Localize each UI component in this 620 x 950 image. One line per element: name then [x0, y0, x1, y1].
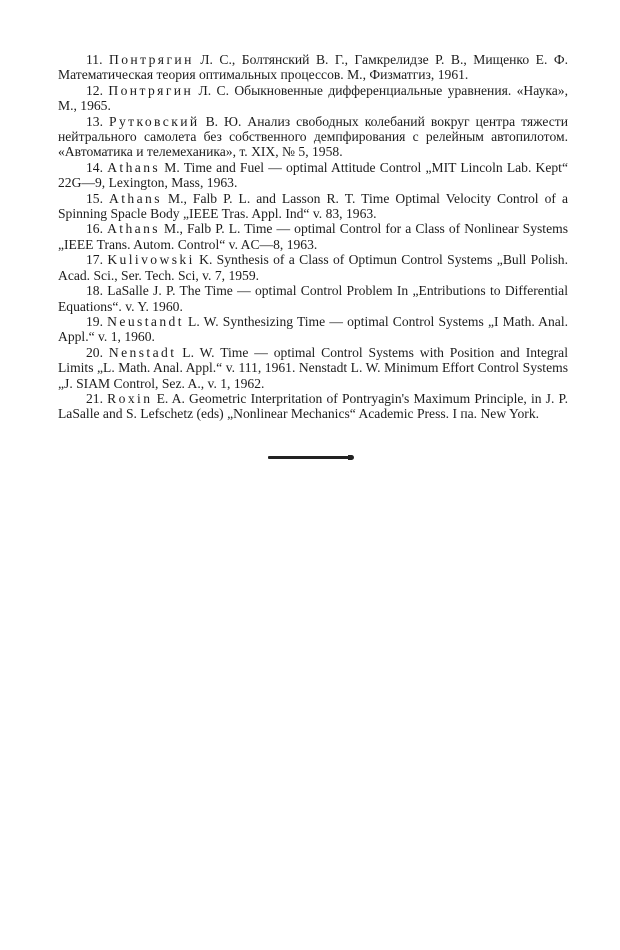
- reference-text: K. Synthesis of a Class of Optimun Control Systems „Bull Polish. Acad. Sci., Ser. Tech. Sci, v. 7, 1959.: [58, 252, 568, 283]
- reference-author: Athans: [107, 221, 160, 237]
- reference-number: 21.: [86, 390, 103, 406]
- reference-number: 20.: [86, 344, 103, 360]
- reference-author: Neustandt: [107, 313, 184, 329]
- reference-author: LaSalle: [107, 283, 149, 299]
- reference-number: 16.: [86, 221, 103, 237]
- reference-author: Athans: [109, 190, 162, 206]
- reference-text: E. A. Geometric Interpritation of Pontryagin's Maximum Principle, in J. P. LaSalle and S. Lefschetz (eds) „Nonlinear Mechanics“ Academic Press. I па. New York.: [58, 390, 568, 422]
- reference-item: [58, 191, 568, 222]
- reference-author: Kulivowski: [107, 252, 195, 268]
- reference-author: Nenstadt: [108, 344, 177, 360]
- reference-author: Рутковский: [109, 113, 200, 129]
- reference-number: 12.: [86, 82, 103, 98]
- reference-number: 11.: [86, 52, 103, 67]
- reference-text: Л. С., Болтянский В. Г., Гамкрелидзе Р. В., Мищенко Е. Ф. Математическая теория оптимальных процессов. М., Физматгиз, 1961.: [58, 52, 568, 83]
- reference-text: J. P. The Time — optimal Control Problem In „Entributions to Differential Equations“. v. Y. 1960.: [58, 283, 568, 314]
- reference-item: [58, 52, 568, 83]
- reference-item: [58, 160, 568, 191]
- reference-author: Roxin: [107, 390, 153, 406]
- reference-item: [58, 314, 568, 345]
- reference-text: Л. С. Обыкновенные дифференциальные уравнения. «Наука», М., 1965.: [58, 82, 568, 114]
- reference-item: [58, 345, 568, 391]
- reference-author: Понтрягин: [108, 82, 194, 98]
- reference-list: [58, 52, 568, 422]
- reference-item: [58, 114, 568, 160]
- reference-number: 18.: [86, 283, 103, 299]
- reference-number: 17.: [86, 252, 103, 268]
- reference-item: [58, 252, 568, 283]
- reference-text: M., Falb P. L. Time — optimal Control for a Class of Nonlinear Systems „IEEE Trans. Autom. Control“ v. AC—8, 1963.: [58, 221, 568, 252]
- reference-author: Athans: [107, 159, 161, 175]
- end-of-section-rule: [268, 456, 350, 459]
- reference-text: L. W. Time — optimal Control Systems with Position and Integral Limits „L. Math. Anal. Appl.“ v. 111, 1961. Nenstadt L. W. Minimum Effort Control Systems „J. SIAM Control, Sez. A., v. 1, 1962.: [58, 344, 568, 391]
- reference-item: [58, 83, 568, 114]
- reference-number: 19.: [86, 313, 103, 329]
- reference-number: 14.: [86, 159, 103, 175]
- reference-text: M., Falb P. L. and Lasson R. T. Time Optimal Velocity Control of a Spinning Spacle Body „IEEE Tras. Appl. Ind“ v. 83, 1963.: [58, 190, 568, 222]
- reference-text: L. W. Synthesizing Time — optimal Control Systems „I Math. Anal. Appl.“ v. 1, 1960.: [58, 313, 568, 345]
- reference-author: Понтрягин: [109, 52, 194, 67]
- reference-item: [58, 221, 568, 252]
- reference-item: [58, 391, 568, 422]
- reference-number: 13.: [86, 113, 103, 129]
- reference-text: M. Time and Fuel — optimal Attitude Control „MIT Lincoln Lab. Kept“ 22G—9, Lexington, Mass, 1963.: [58, 159, 568, 191]
- reference-item: [58, 283, 568, 314]
- reference-text: В. Ю. Анализ свободных колебаний вокруг центра тяжести нейтрального самолета без собственного демпфирования с релейным автопилотом. «Автоматика и телемеханика», т. XIX, № 5, 1958.: [58, 113, 568, 160]
- reference-number: 15.: [86, 190, 103, 206]
